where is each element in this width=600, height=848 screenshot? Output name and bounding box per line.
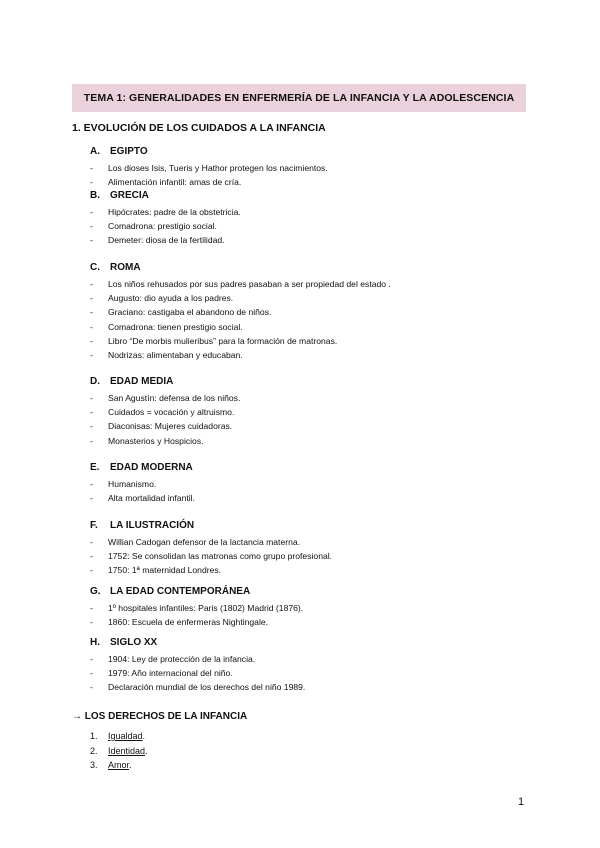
right-text: Identidad (108, 745, 146, 756)
list-item: - 1750: 1ª maternidad Londres. (90, 563, 332, 577)
list-item: - Hipócrates: padre de la obstetricia. (90, 205, 241, 219)
subsection-letter: F. (90, 520, 98, 531)
list-item: - Nodrizas: alimentaban y educaban. (90, 348, 391, 362)
subsection-title (90, 146, 148, 157)
list-item: - Comadrona: tienen prestigio social. (90, 320, 391, 334)
subsection-name: EGIPTO (110, 146, 148, 157)
subsection-title (90, 262, 141, 273)
list-item: - Monasterios y Hospicios. (90, 434, 240, 448)
right-suffix: . (142, 731, 146, 741)
list-item (90, 729, 148, 744)
subsection-name: LA ILUSTRACIÓN (110, 520, 195, 531)
list-number: 1. (90, 731, 98, 741)
right-text: Amor (108, 760, 130, 770)
list-item: - Alimentación infantil: amas de cría. (90, 175, 328, 189)
list-item: - Los dioses Isis, Tueris y Hathor protegen los nacimientos. (90, 161, 328, 175)
bullet-list (90, 391, 240, 448)
list-item: - 1752: Se consolidan las matronas como grupo profesional. (90, 549, 332, 563)
rights-list (90, 729, 148, 773)
list-item: - Cuidados = vocación y altruismo. (90, 405, 240, 419)
list-number: 2. (90, 745, 98, 756)
subsection-letter: C. (90, 262, 100, 273)
bullet-list (90, 477, 195, 505)
subsection-name: ROMA (110, 262, 141, 273)
list-item (90, 744, 148, 759)
subsection-letter: B. (90, 190, 100, 201)
list-item: - Diaconisas: Mujeres cuidadoras. (90, 419, 240, 433)
subsection-title (90, 586, 250, 597)
list-item: - 1860: Escuela de enfermeras Nightingale. (90, 615, 303, 629)
subsection-title (90, 376, 173, 387)
subsection-title (90, 190, 149, 201)
right-suffix: . (129, 760, 132, 770)
document-title: TEMA 1: GENERALIDADES EN ENFERMERÍA DE LA INFANCIA Y LA ADOLESCENCIA (83, 92, 515, 104)
section-heading: 1. EVOLUCIÓN DE LOS CUIDADOS A LA INFANCIA (72, 122, 326, 134)
rights-heading: → LOS DERECHOS DE LA INFANCIA (72, 711, 248, 722)
list-item: - Comadrona: prestigio social. (90, 219, 241, 233)
list-item: - Libro “De morbis mulieribus” para la formación de matronas. (90, 334, 391, 348)
subsection-letter: A. (90, 146, 100, 157)
list-number: 3. (90, 760, 98, 770)
subsection-title (90, 520, 194, 531)
list-item (90, 758, 148, 773)
list-item: - 1904: Ley de protección de la infancia. (90, 652, 305, 666)
subsection-name: EDAD MODERNA (110, 462, 193, 473)
subsection-name: LA EDAD CONTEMPORÁNEA (110, 586, 251, 597)
subsection-name: EDAD MEDIA (110, 376, 174, 387)
list-item: - Willian Cadogan defensor de la lactancia materna. (90, 535, 332, 549)
list-item: - 1979: Año internacional del niño. (90, 666, 305, 680)
bullet-list (90, 652, 305, 695)
subsection-name: GRECIA (110, 190, 149, 201)
right-suffix: . (145, 745, 148, 756)
list-item: - Graciano: castigaba el abandono de niños. (90, 305, 391, 319)
subsection-letter: H. (90, 637, 100, 648)
bullet-list (90, 535, 332, 578)
list-item: - Augusto: dio ayuda a los padres. (90, 291, 391, 305)
list-item: - Declaración mundial de los derechos del niño 1989. (90, 680, 305, 694)
bullet-list (90, 205, 241, 248)
bullet-list (90, 161, 328, 189)
bullet-list (90, 601, 303, 629)
list-item: - 1º hospitales infantiles: Paris (1802) Madrid (1876). (90, 601, 303, 615)
list-item: - Alta mortalidad infantil. (90, 491, 195, 505)
list-item: - San Agustín: defensa de los niños. (90, 391, 240, 405)
right-text: Igualdad (108, 731, 143, 741)
list-item: - Demeter: diosa de la fertilidad. (90, 233, 241, 247)
document-title-bar (72, 84, 526, 112)
subsection-title (90, 637, 157, 648)
bullet-list (90, 277, 391, 362)
subsection-name: SIGLO XX (110, 637, 158, 648)
subsection-letter: E. (90, 462, 100, 473)
list-item: - Humanismo. (90, 477, 195, 491)
subsection-letter: D. (90, 376, 100, 387)
list-item: - Los niños rehusados por sus padres pasaban a ser propiedad del estado . (90, 277, 391, 291)
subsection-title (90, 462, 193, 473)
subsection-letter: G. (90, 586, 101, 597)
page-number: 1 (518, 796, 525, 808)
